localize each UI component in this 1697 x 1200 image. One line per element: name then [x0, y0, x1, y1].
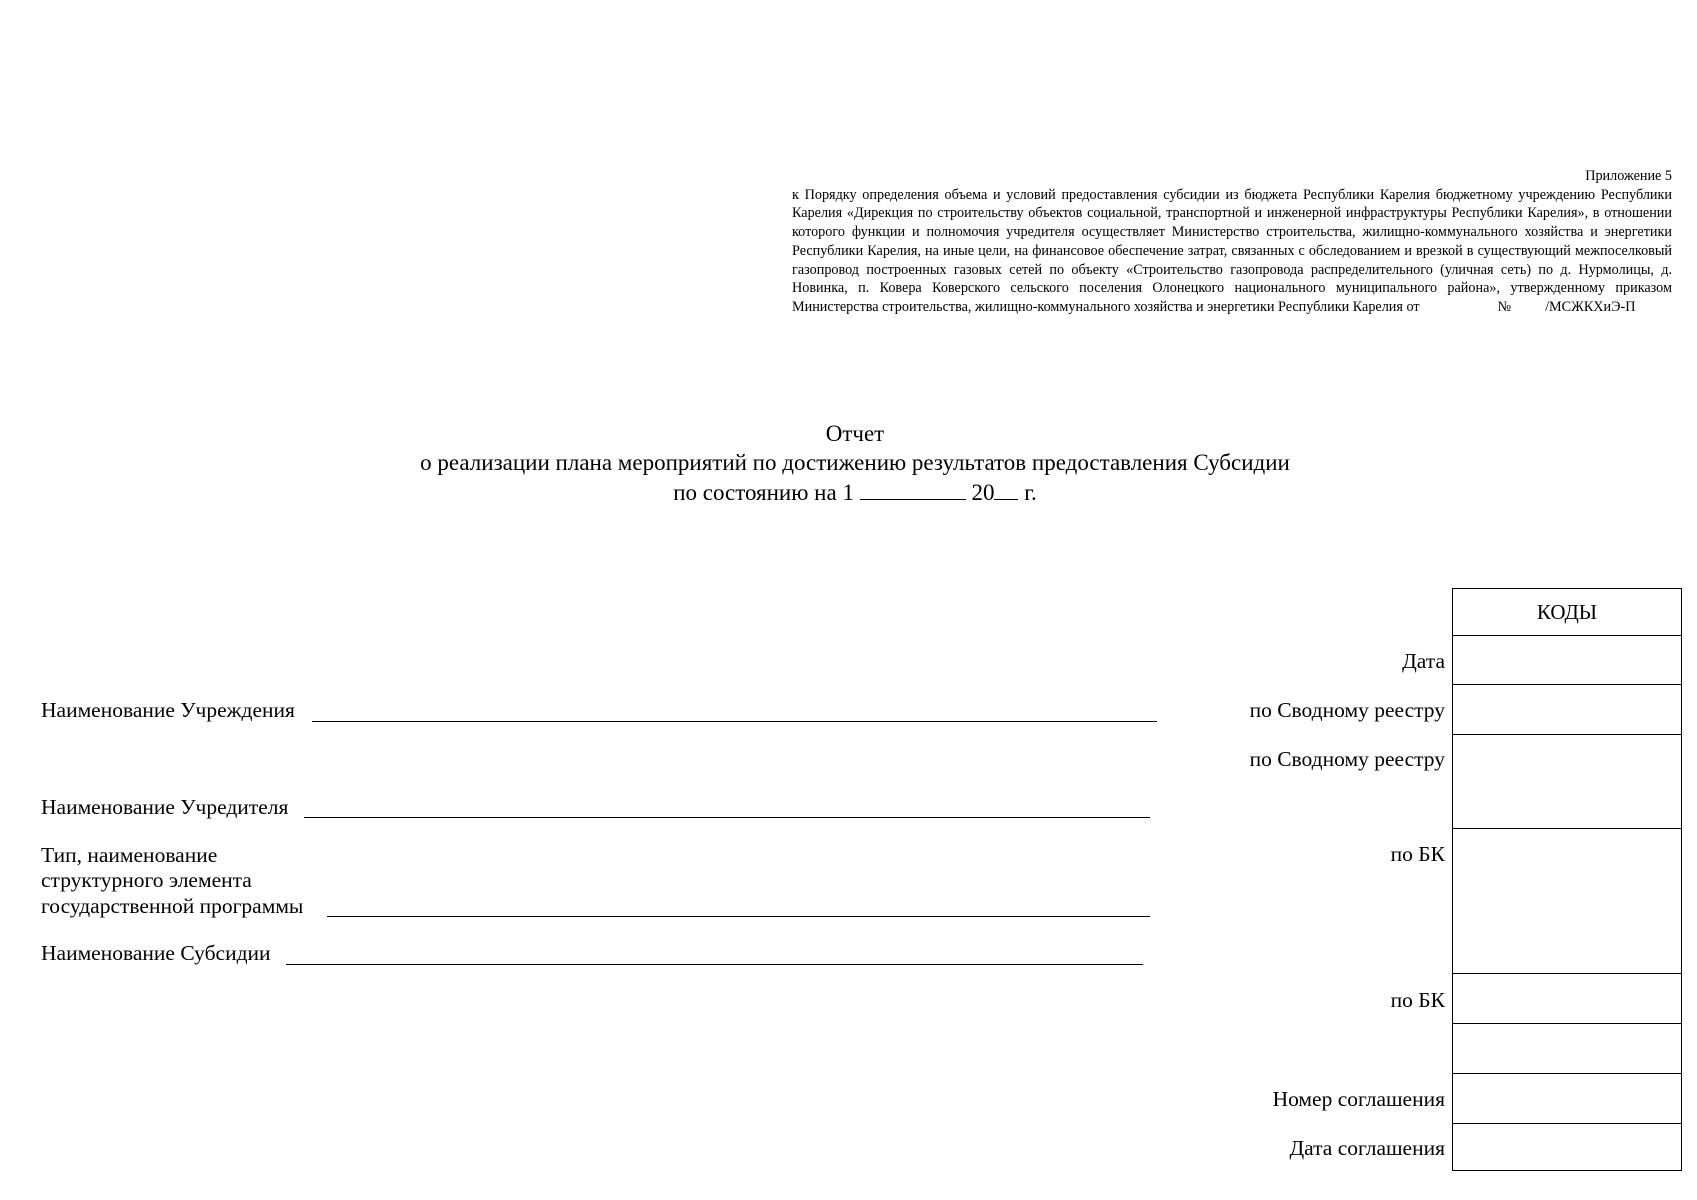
code-cell-agreement-date[interactable]: [1453, 1124, 1682, 1171]
founder-line[interactable]: [304, 817, 1150, 818]
report-year-suffix: г.: [1024, 480, 1037, 505]
report-month-blank[interactable]: [860, 477, 966, 500]
annex-title: Приложение 5: [1585, 168, 1672, 184]
code-cell-registry2[interactable]: [1453, 735, 1682, 829]
code-label-date: Дата: [1402, 649, 1445, 673]
annex-order-suffix: /МСЖКХиЭ-П: [1545, 298, 1636, 315]
subsidy-label: Наименование Субсидии: [41, 941, 271, 965]
annex-block: [792, 167, 1672, 317]
report-title-line2: о реализации плана мероприятий по достижению результатов предоставления Субсидии: [420, 449, 1290, 475]
report-year-prefix: 20: [971, 480, 995, 505]
report-title: [0, 420, 1697, 508]
annex-text: [792, 186, 1672, 317]
code-cell-bk1[interactable]: [1453, 829, 1682, 974]
code-label-bk1: по БК: [1390, 842, 1445, 866]
codes-header: КОДЫ: [1453, 589, 1682, 636]
annex-number-sign: №: [1497, 298, 1512, 315]
report-date-prefix: по состоянию на 1: [673, 480, 854, 505]
code-label-bk2: по БК: [1390, 988, 1445, 1012]
report-title-line3: [0, 477, 1697, 508]
institution-line[interactable]: [312, 721, 1157, 722]
code-cell-extra[interactable]: [1453, 1024, 1682, 1074]
code-cell-bk2[interactable]: [1453, 974, 1682, 1024]
report-title-line1: Отчет: [825, 421, 885, 446]
code-label-agreement-date: Дата соглашения: [1289, 1136, 1445, 1160]
program-line[interactable]: [327, 916, 1150, 917]
founder-label: Наименование Учредителя: [41, 795, 289, 819]
code-label-registry2: по Сводному реестру: [1249, 747, 1445, 771]
code-cell-agreement-number[interactable]: [1453, 1074, 1682, 1124]
institution-label: Наименование Учреждения: [41, 698, 295, 722]
subsidy-line[interactable]: [286, 964, 1143, 965]
program-label-line1: Тип, наименование: [41, 843, 218, 867]
code-cell-registry1[interactable]: [1453, 685, 1682, 735]
report-year-blank[interactable]: [994, 477, 1018, 500]
program-label-line2: структурного элемента: [41, 868, 252, 892]
code-label-registry1: по Сводному реестру: [1249, 698, 1445, 722]
program-label-line3: государственной программы: [41, 894, 304, 918]
annex-body: к Порядку определения объема и условий предоставления субсидии из бюджета Республики Карелия бюджетному учреждению Республики Карелия «Дирекция по строительству объектов социальной, транспортной и инженерной инфраструктуры Республики Карелия», в отношении которого функции и полномочия учредителя осуществляет Министерство строительства, жилищно-коммунального хозяйства и энергетики Республики Карелия, на иные цели, на финансовое обеспечение затрат, связанных с обследованием и врезкой в существующий межпоселковый газопровод построенных газовых сетей по объекту «Строительство газопровода распределительного (уличная сеть) по д. Нурмолицы, д. Новинка, п. Ковера Коверского сельского поселения Олонецкого национального муниципального района», утвержденному приказом Министерства строительства, жилищно-коммунального хозяйства и энергетики Республики Карелия от: [792, 186, 1672, 315]
code-cell-date[interactable]: [1453, 636, 1682, 685]
code-label-agreement-number: Номер соглашения: [1272, 1087, 1445, 1111]
codes-table: [1452, 588, 1682, 1171]
